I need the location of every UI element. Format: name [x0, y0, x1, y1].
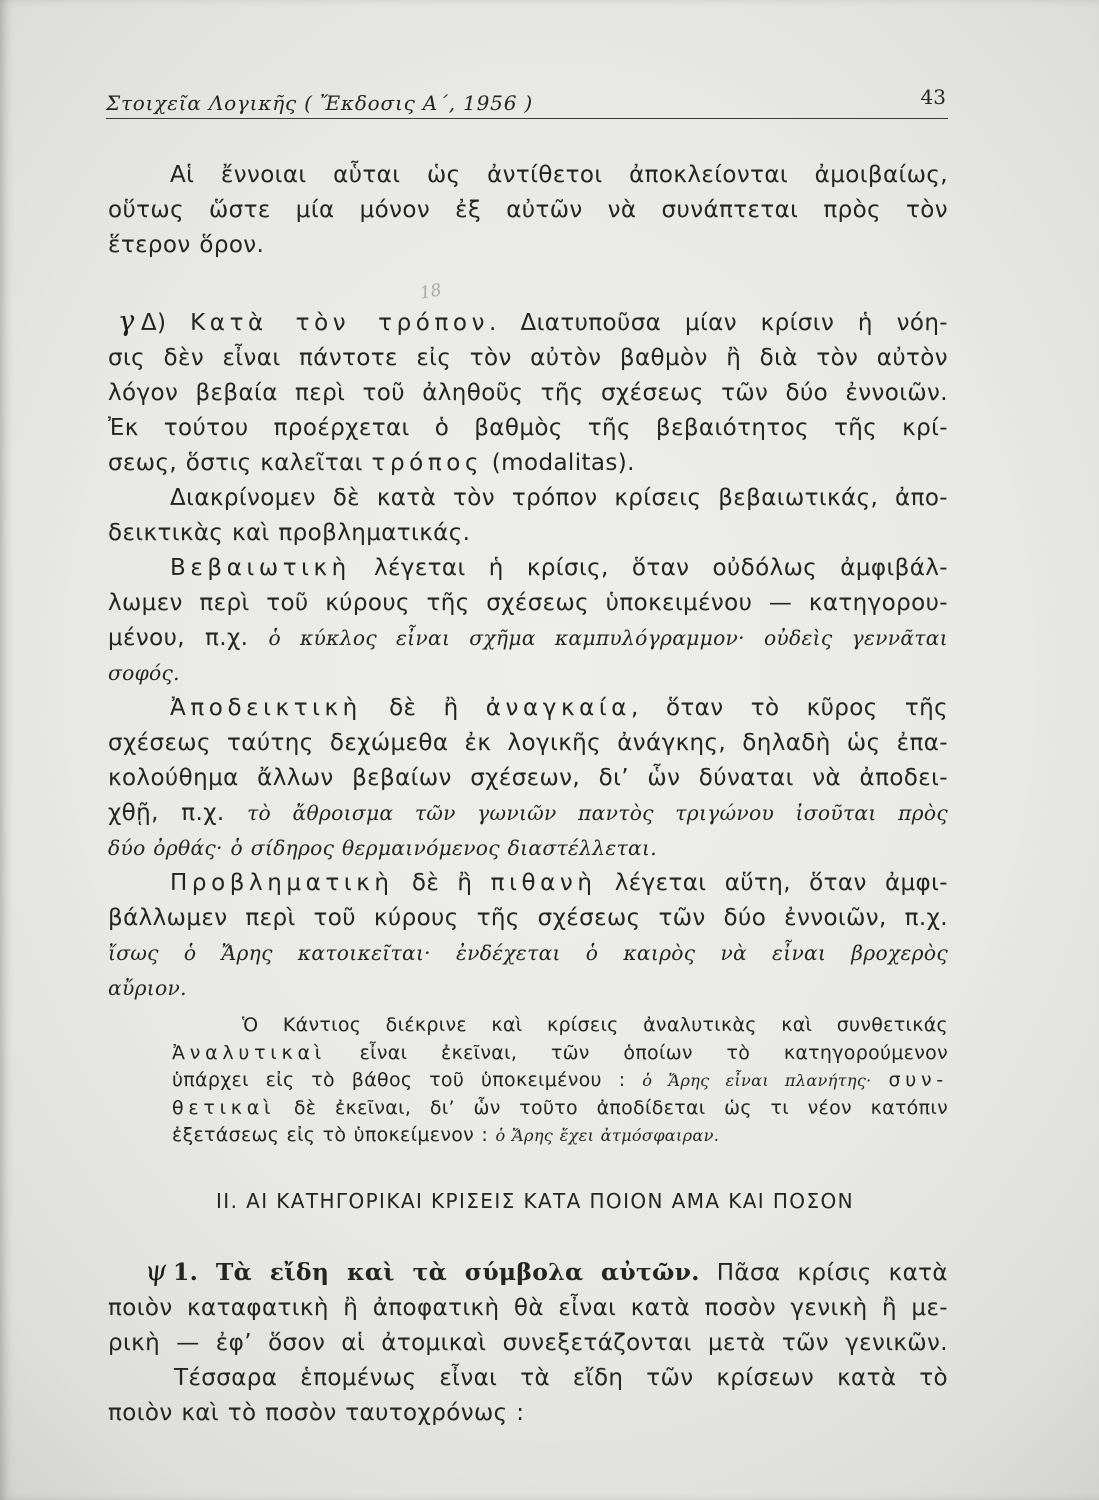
text-run: λέγεται αὕτη, ὅταν ἀμφι-: [596, 870, 948, 896]
text-line: ρικὴ — ἐφ’ ὅσον αἱ ἀτομικαὶ συνεξετάζονται μετὰ τῶν γενικῶν.: [108, 1329, 948, 1356]
pencil-annotation: 18: [418, 280, 444, 304]
page-number: 43: [920, 85, 946, 109]
text-line: οὕτως ὥστε μία μόνον ἐξ αὐτῶν νὰ συνάπτεται πρὸς τὸν: [108, 197, 948, 223]
text-run: ὑπάρχει εἰς τὸ βάθος τοῦ ὑποκειμένου :: [172, 1069, 643, 1091]
text-line: [108, 1253, 948, 1291]
spaced-term: Προβληματικὴ: [170, 870, 394, 896]
spaced-term: συν-: [888, 1069, 949, 1091]
text-line: [108, 446, 948, 481]
paragraph-antithetic-concepts: [108, 158, 948, 263]
page-body: [108, 158, 948, 1431]
italic-example: τὸ ἄθροισμα τῶν γωνιῶν παντὸς τριγώνου ἰσοῦται πρὸς: [247, 801, 948, 825]
italic-example: ὁ Ἄρης ἔχει ἀτμόσφαιραν.: [495, 1126, 720, 1145]
italic-example: ἴσως ὁ Ἄρης κατοικεῖται· ἐνδέχεται ὁ καιρὸς νὰ εἶναι βροχερὸς: [108, 941, 948, 965]
handwritten-mark: γ: [116, 303, 137, 338]
text-run: ἐξετάσεως εἰς τὸ ὑποκείμενον :: [172, 1124, 496, 1146]
paragraph-assertoric: [108, 551, 948, 691]
text-line: [108, 621, 948, 656]
bold-subheading: 1. Τὰ εἴδη καὶ τὰ σύμβολα αὐτῶν.: [173, 1257, 700, 1286]
text-line: ποιὸν καταφατικὴ ἢ ἀποφατικὴ θὰ εἶναι κατὰ ποσὸν γενικὴ ἢ με-: [108, 1294, 948, 1321]
text-line: [108, 831, 948, 866]
spaced-term: τρόπος: [371, 450, 484, 476]
text-line: [108, 936, 948, 971]
text-line: λωμεν περὶ τοῦ κύρους τῆς σχέσεως ὑποκειμένου — κατηγορου-: [108, 590, 948, 616]
text-line: [108, 971, 948, 1006]
note-kant: [172, 1012, 948, 1150]
text-run: . Διατυποῦσα μίαν κρίσιν ἡ νόη-: [489, 310, 948, 336]
spaced-term: θετικαὶ: [172, 1096, 276, 1119]
italic-example: ὁ Ἄρης εἶναι πλανήτης·: [642, 1071, 872, 1090]
text-run: [872, 1069, 889, 1091]
text-run: (modalitas).: [483, 450, 635, 476]
text-line: [172, 1067, 948, 1095]
running-header: [106, 80, 948, 119]
text-line: [172, 1095, 948, 1123]
text-line: [108, 796, 948, 831]
text-run: δὲ ἐκεῖναι, δι’ ὧν τοῦτο ἀποδίδεται ὡς τι νέον κατόπιν: [275, 1096, 948, 1119]
italic-example: σοφός.: [108, 661, 180, 685]
text-line: σις δὲν εἶναι πάντοτε εἰς τὸν αὐτὸν βαθμὸν ἢ διὰ τὸν αὐτὸν: [108, 345, 948, 371]
paragraph-apodictic: [108, 691, 948, 866]
running-title: Στοιχεῖα Λογικῆς ( Ἔκδοσις Α΄, 1956 ): [106, 91, 533, 115]
text-line: [108, 691, 948, 726]
handwritten-mark: ψ: [143, 1252, 169, 1288]
text-line: Ὁ Κάντιος διέκρινε καὶ κρίσεις ἀναλυτικὰς καὶ συνθετικάς: [242, 1014, 948, 1036]
text-line: βάλλωμεν περὶ τοῦ κύρους τῆς σχέσεως τῶν δύο ἐννοιῶν, π.χ.: [108, 905, 948, 931]
text-run: δὲ ἢ: [361, 695, 486, 721]
text-run: εἶναι ἐκεῖναι, τῶν ὁποίων τὸ κατηγορούμενον: [325, 1041, 948, 1064]
text-run: μένου, π.χ.: [108, 625, 269, 651]
text-run: , ὅταν τὸ κῦρος τῆς: [631, 695, 948, 721]
text-line: Τέσσαρα ἑπομένως εἶναι τὰ εἴδη τῶν κρίσεων κατὰ τὸ: [174, 1364, 948, 1391]
italic-example: δύο ὀρθάς· ὁ σίδηρος θερμαινόμενος διαστέλλεται.: [108, 836, 657, 860]
spaced-term: Ἀποδεικτικὴ: [170, 695, 362, 721]
text-run: δὲ ἢ: [393, 870, 491, 896]
text-line: Διακρίνομεν δὲ κατὰ τὸν τρόπον κρίσεις βεβαιωτικάς, ἀπο-: [170, 485, 948, 511]
spaced-term: Ἀναλυτικαὶ: [172, 1041, 326, 1064]
text-line: [108, 551, 948, 586]
paragraph-four-kinds: [108, 1361, 948, 1431]
paragraph-problematic: [108, 866, 948, 1006]
text-line: σχέσεως ταύτης δεχώμεθα ἐκ λογικῆς ἀνάγκης, δηλαδὴ ὡς ἐπα-: [108, 730, 948, 756]
text-line: [108, 303, 948, 341]
text-run: Δ): [140, 310, 191, 336]
spaced-term: Κατὰ τὸν τρόπον: [190, 310, 490, 336]
text-run: σεως, ὅστις καλεῖται: [108, 450, 372, 476]
text-line: [172, 1122, 948, 1150]
text-line: δεικτικὰς καὶ προβληματικάς.: [108, 520, 471, 546]
spaced-term: πιθανὴ: [490, 870, 597, 896]
text-line: ἕτερον ὅρον.: [108, 232, 265, 258]
text-line: λόγον βεβαία περὶ τοῦ ἀληθοῦς τῆς σχέσεως τῶν δύο ἐννοιῶν.: [108, 380, 948, 406]
text-line: [172, 1040, 948, 1068]
italic-example: αὔριον.: [108, 976, 187, 1000]
text-line: [108, 656, 948, 691]
section-heading: II. ΑΙ ΚΑΤΗΓΟΡΙΚΑΙ ΚΡΙΣΕΙΣ ΚΑΤΑ ΠΟΙΟΝ ΑΜΑ ΚΑΙ ΠΟΣΟΝ: [216, 1188, 854, 1213]
italic-example: ὁ κύκλος εἶναι σχῆμα καμπυλόγραμμον· οὐδεὶς γεννᾶται: [268, 626, 949, 650]
paragraph-modality-kinds: [108, 481, 948, 551]
spaced-term: ἀναγκαία: [485, 695, 632, 721]
paragraph-modality: [108, 303, 948, 481]
text-line: Ἐκ τούτου προέρχεται ὁ βαθμὸς τῆς βεβαιότητος τῆς κρί-: [108, 415, 948, 441]
text-run: χθῇ, π.χ.: [108, 800, 248, 826]
text-line: κολούθημα ἄλλων βεβαίων σχέσεων, δι’ ὧν δύναται νὰ ἀποδει-: [108, 765, 948, 791]
paragraph-kinds-and-symbols: [108, 1253, 948, 1361]
spaced-term: Βεβαιωτικὴ: [170, 555, 351, 581]
text-line: ποιὸν καὶ τὸ ποσὸν ταυτοχρόνως :: [108, 1399, 525, 1426]
text-line: [108, 866, 948, 901]
text-run: Πᾶσα κρίσις κατὰ: [699, 1259, 948, 1286]
text-run: λέγεται ἡ κρίσις, ὅταν οὐδόλως ἀμφιβάλ-: [350, 555, 948, 581]
text-line: Αἱ ἔννοιαι αὗται ὡς ἀντίθετοι ἀποκλείονται ἀμοιβαίως,: [170, 162, 948, 188]
